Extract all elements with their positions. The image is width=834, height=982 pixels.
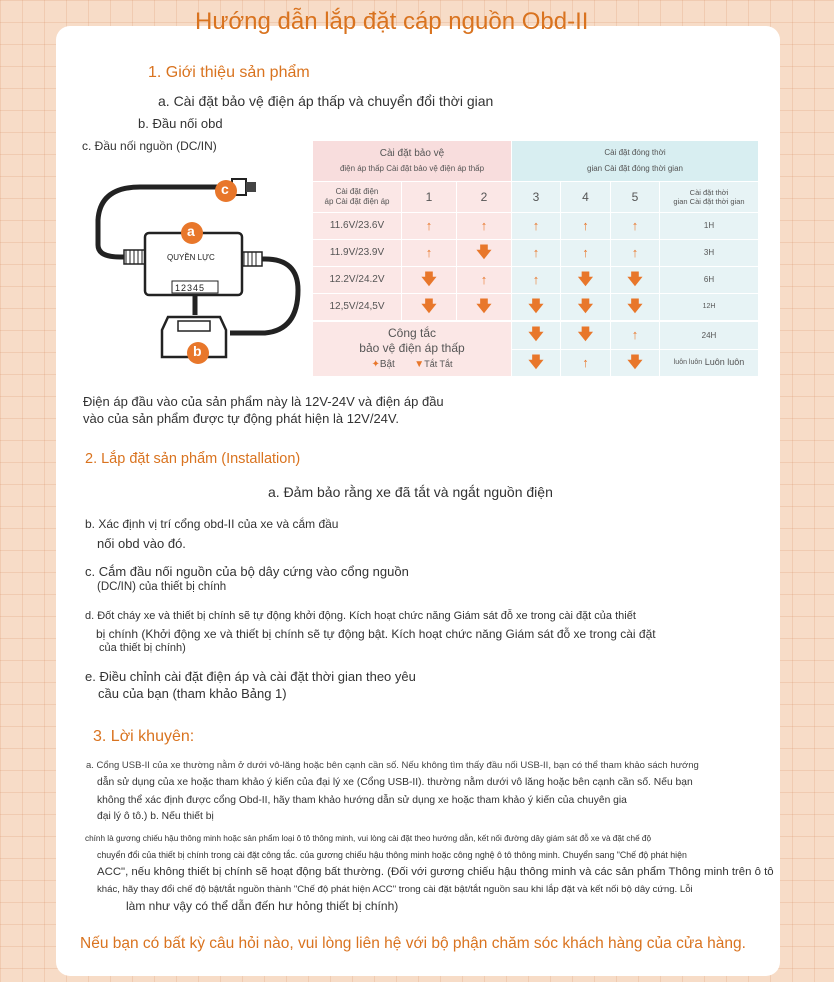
on-marker: ✦ (371, 359, 380, 371)
arrow-up-icon: ↑ (561, 240, 610, 266)
switch-label-2: bảo vệ điện áp thấp (359, 341, 465, 356)
table-row-time: 1H (660, 213, 758, 239)
settings-table (313, 141, 758, 376)
section1-item-c: c. Đầu nối nguồn (DC/IN) (82, 139, 217, 153)
arrow-down-icon: 🡇 (561, 267, 610, 293)
section3-heading: 3. Lời khuyên: (93, 728, 195, 745)
arrow-up-icon: ↑ (611, 240, 659, 266)
table-row-label: 12.2V/24.2V (313, 267, 401, 293)
section2-e1: e. Điều chỉnh cài đặt điện áp và cài đặt thời gian theo yêu (85, 669, 416, 684)
table-header-right-2: gian Cài đặt đóng thời gian (587, 164, 683, 173)
arrow-up-icon: ↑ (457, 213, 511, 239)
table-row-time: 3H (660, 240, 758, 266)
table-row-time: 6H (660, 267, 758, 293)
section1-note-2: vào của sản phẩm được tự động phát hiện là 12V/24V. (83, 411, 399, 426)
arrow-up-icon: ↑ (561, 350, 610, 376)
row-always-time: Luôn luôn (704, 357, 745, 368)
table-header-right-1: Cài đặt đóng thời (604, 148, 666, 157)
col-5: 5 (611, 182, 659, 212)
table-header-left-2: điện áp thấp Cài đặt bảo vệ điện áp thấp (339, 164, 485, 174)
section1-item-b: b. Đầu nối obd (138, 116, 223, 131)
off-marker: ▼ (414, 359, 425, 371)
arrow-up-icon: ↑ (611, 322, 659, 349)
arrow-down-icon: 🡇 (512, 322, 560, 349)
section3-b4: khác, hãy thay đổi chế độ bật/tắt nguồn thành "Chế độ phát hiện ACC" trong cài đặt bật/tắt nguồn sau khi lắp đặt và kết nối bộ dây cứng. Lỗi (97, 884, 693, 895)
arrow-up-icon: ↑ (402, 240, 456, 266)
arrow-down-icon: 🡇 (457, 240, 511, 266)
section2-b1: b. Xác định vị trí cổng obd-II của xe và cắm đầu (85, 517, 339, 531)
arrow-down-icon: 🡇 (457, 294, 511, 320)
footer-contact: Nếu bạn có bất kỳ câu hỏi nào, vui lòng liên hệ với bộ phận chăm sóc khách hàng của cửa hàng. (80, 935, 746, 952)
col-3: 3 (512, 182, 560, 212)
section2-e2: cầu của bạn (tham khảo Bảng 1) (98, 686, 287, 701)
arrow-down-icon: 🡇 (402, 267, 456, 293)
section2-b2: nối obd vào đó. (97, 536, 186, 551)
device-switch: 12345 (175, 283, 206, 293)
off-label: Tắt Tắt (424, 359, 453, 370)
arrow-up-icon: ↑ (402, 213, 456, 239)
section3-a2: dẫn sử dụng của xe hoặc tham khảo ý kiến của đại lý xe (Cổng USB-II). thường nằm dưới vô lăng hoặc bên cạnh cần số. Nếu bạn (97, 777, 693, 788)
section1-item-a: a. Cài đặt bảo vệ điện áp thấp và chuyển đổi thời gian (158, 93, 494, 109)
section2-a: a. Đảm bảo rằng xe đã tắt và ngắt nguồn điện (268, 484, 553, 500)
badge-c: c (221, 181, 229, 197)
arrow-down-icon: 🡇 (611, 267, 659, 293)
section2-d1: d. Đốt cháy xe và thiết bị chính sẽ tự động khởi động. Kích hoạt chức năng Giám sát đỗ xe trong cài đặt của thiết (85, 610, 636, 622)
section1-note-1: Điện áp đầu vào của sản phẩm này là 12V-24V và điện áp đầu (83, 394, 444, 409)
table-row-time: 12H (660, 294, 758, 320)
col-voltage-2: áp Cài đặt điện áp (324, 197, 390, 206)
col-2: 2 (457, 182, 511, 212)
row-always-small: luôn luôn (673, 358, 703, 366)
arrow-down-icon: 🡇 (611, 350, 659, 376)
arrow-up-icon: ↑ (512, 213, 560, 239)
switch-label-1: Công tắc (387, 326, 437, 341)
section3-a3: không thể xác định được cổng Obd-II, hãy tham khảo hướng dẫn sử dụng xe hoặc tham khảo ý kiến của chuyên gia (97, 795, 627, 806)
arrow-up-icon: ↑ (512, 267, 560, 293)
table-row-label: 12,5V/24,5V (313, 294, 401, 320)
page-title: Hướng dẫn lắp đặt cáp nguồn Obd-II (195, 8, 589, 35)
section3-b5: làm như vậy có thể dẫn đến hư hỏng thiết bị chính) (126, 899, 399, 913)
section2-d3: của thiết bị chính) (99, 642, 186, 654)
arrow-down-icon: 🡇 (561, 294, 610, 320)
col-4: 4 (561, 182, 610, 212)
section2-c2: (DC/IN) của thiết bị chính (97, 581, 227, 593)
arrow-down-icon: 🡇 (561, 322, 610, 349)
section1-heading: 1. Giới thiệu sản phẩm (148, 64, 310, 81)
section2-heading: 2. Lắp đặt sản phẩm (Installation) (85, 451, 301, 467)
badge-b: b (193, 343, 202, 359)
section2-c1: c. Cắm đầu nối nguồn của bộ dây cứng vào cổng nguồn (85, 564, 409, 579)
row24-time: 24H (660, 322, 758, 349)
section3-b3: ACC", nếu không thiết bị chính sẽ hoạt động bất thường. (Đối với gương chiếu hậu thông minh và các sản phẩm Thông minh trên ô tô (97, 866, 774, 878)
section2-d2: bị chính (Khởi động xe và thiết bị chính sẽ tự động bật. Kích hoạt chức năng Giám sát đỗ xe trong cài đặt (96, 627, 656, 641)
table-row-label: 11.9V/23.9V (313, 240, 401, 266)
col-voltage-1: Cài đặt điện (335, 187, 379, 196)
col-time-2: gian Cài đặt thời gian (673, 197, 745, 206)
section3-a1: a. Cổng USB-II của xe thường nằm ở dưới vô-lăng hoặc bên cạnh cần số. Nếu không tìm thấy đầu nối USB-II, bạn có thể tham khảo sách hướng (86, 760, 699, 771)
section3-b1: chính là gương chiếu hậu thông minh hoặc sản phẩm loại ô tô thông minh, vui lòng cài đặt theo hướng dẫn, kết nối đường dây giám sát đỗ xe và đặt chế độ (85, 834, 652, 843)
table-row-label: 11.6V/23.6V (313, 213, 401, 239)
arrow-up-icon: ↑ (512, 240, 560, 266)
arrow-down-icon: 🡇 (512, 350, 560, 376)
arrow-up-icon: ↑ (611, 213, 659, 239)
section3-b2: chuyển đổi của thiết bị chính trong cài đặt công tắc. của gương chiếu hậu thông minh hoặc công nghệ ô tô thông minh. Chuyển sang "Chế độ phát hiện (97, 850, 687, 860)
on-label: Bật (379, 359, 395, 371)
arrow-up-icon: ↑ (457, 267, 511, 293)
table-header-left-1: Cài đặt bảo vệ (379, 147, 445, 159)
col-time-1: Cài đặt thời (689, 187, 729, 197)
arrow-down-icon: 🡇 (611, 294, 659, 320)
arrow-down-icon: 🡇 (402, 294, 456, 320)
device-label: QUYỀN LỰC (167, 253, 215, 262)
col-1: 1 (402, 182, 456, 212)
badge-a: a (187, 223, 195, 239)
section3-a4: đại lý ô tô.) b. Nếu thiết bị (97, 811, 214, 822)
arrow-up-icon: ↑ (561, 213, 610, 239)
arrow-down-icon: 🡇 (512, 294, 560, 320)
